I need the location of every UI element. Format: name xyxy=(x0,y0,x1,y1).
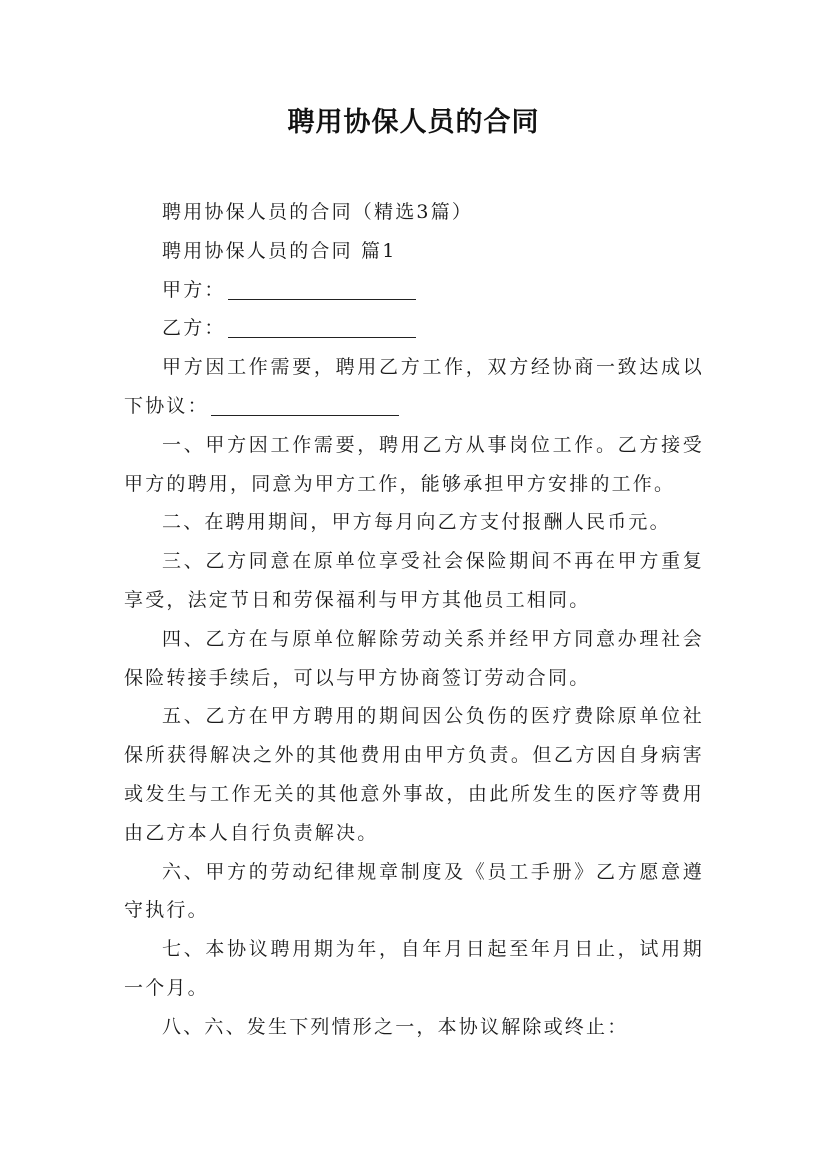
clause-3: 三、乙方同意在原单位享受社会保险期间不再在甲方重复享受，法定节日和劳保福利与甲方其他员工相同。 xyxy=(124,550,704,611)
clause-8: 八、六、发生下列情形之一，本协议解除或终止： xyxy=(162,1015,629,1038)
intro-blank xyxy=(211,393,399,416)
party-a-blank xyxy=(228,277,416,300)
clause-6: 六、甲方的劳动纪律规章制度及《员工手册》乙方愿意遵守执行。 xyxy=(124,860,704,922)
section-heading: 聘用协保人员的合同 篇1 xyxy=(162,239,397,262)
clause-7: 七、本协议聘用期为年，自年月日起至年月日止，试用期一个月。 xyxy=(124,938,704,999)
party-b-label: 乙方： xyxy=(162,317,226,340)
party-b-line xyxy=(124,309,704,348)
intro-text: 甲方因工作需要，聘用乙方工作，双方经协商一致达成以下协议： xyxy=(124,356,704,417)
clause-5: 五、乙方在甲方聘用的期间因公负伤的医疗费除原单位社保所获得解决之外的其他费用由甲方负责。但乙方因自身病害或发生与工作无关的其他意外事故，由此所发生的医疗等费用由乙方本人自行负责解决。 xyxy=(124,705,704,844)
clause-4: 四、乙方在与原单位解除劳动关系并经甲方同意办理社会保险转接手续后，可以与甲方协商签订劳动合同。 xyxy=(124,627,704,689)
clause-1: 一、甲方因工作需要，聘用乙方从事岗位工作。乙方接受甲方的聘用，同意为甲方工作，能够承担甲方安排的工作。 xyxy=(124,433,704,495)
intro-paragraph xyxy=(124,348,704,426)
document-body xyxy=(124,193,704,1047)
party-b-blank xyxy=(228,315,416,338)
party-a-line xyxy=(124,271,704,310)
document-title: 聘用协保人员的合同 xyxy=(287,107,540,138)
clause-2: 二、在聘用期间，甲方每月向乙方支付报酬人民币元。 xyxy=(162,511,671,534)
subtitle: 聘用协保人员的合同（精选3篇） xyxy=(162,201,474,223)
party-a-label: 甲方： xyxy=(162,278,226,301)
